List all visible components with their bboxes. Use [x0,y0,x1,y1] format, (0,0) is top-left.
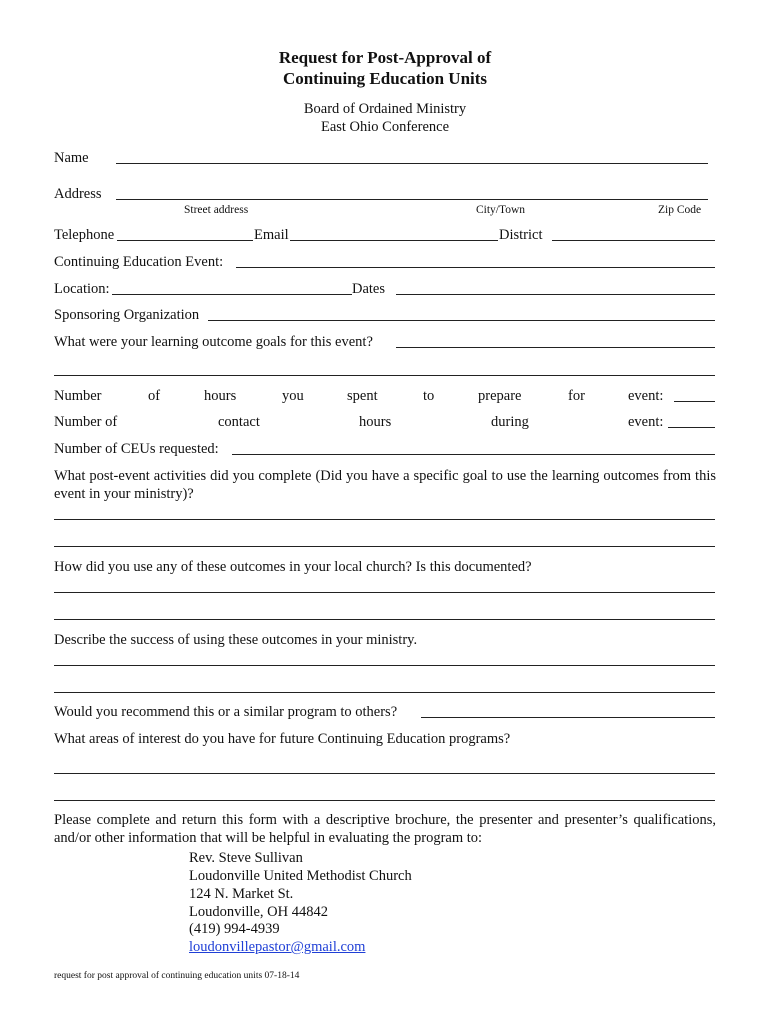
district-field[interactable] [552,240,715,241]
future-field-line1[interactable] [54,773,715,774]
org-name: Board of Ordained Ministry [303,101,467,117]
prep-word-you: you [282,388,304,404]
event-label: Continuing Education Event: [54,254,224,270]
telephone-field[interactable] [117,240,253,241]
sponsor-label: Sponsoring Organization [54,307,200,323]
ceus-field[interactable] [232,454,715,455]
prep-word-prepare: prepare [478,388,522,404]
prep-word-spent: spent [347,388,378,404]
success-field-line2[interactable] [54,692,715,693]
location-field[interactable] [112,294,352,295]
success-field-line1[interactable] [54,665,715,666]
form-title-line2: Continuing Education Units [282,69,488,88]
post-event-field-line1[interactable] [54,519,715,520]
return-instructions: Please complete and return this form with a descriptive brochure, the presenter and presenter’s qualifications, and/or other information that will be helpful in evaluating the program to: [54,812,716,846]
name-label: Name [54,150,89,166]
contact-word-during: during [491,414,529,430]
goals-field[interactable] [396,347,715,348]
local-church-question: How did you use any of these outcomes in your local church? Is this documented? [54,559,532,575]
contact-city: Loudonville, OH 44842 [189,904,328,920]
recommend-field[interactable] [421,717,715,718]
goals-label: What were your learning outcome goals for this event? [54,334,373,350]
recommend-question: Would you recommend this or a similar program to others? [54,704,398,720]
contact-street: 124 N. Market St. [189,886,294,902]
conference-name: East Ohio Conference [320,119,450,135]
email-field[interactable] [290,240,498,241]
future-field-line2[interactable] [54,800,715,801]
form-title-line1: Request for Post-Approval of [278,48,492,67]
prep-hours-field[interactable] [674,401,715,402]
local-church-field-line2[interactable] [54,619,715,620]
name-field[interactable] [116,163,708,164]
prep-word-of: of [148,388,161,404]
prep-word-for: for [568,388,585,404]
contact-email-link[interactable]: loudonvillepastor@gmail.com [189,939,366,955]
street-hint: Street address [184,204,249,216]
document-footer: request for post approval of continuing education units 07-18-14 [54,971,300,981]
contact-word-hours: hours [359,414,392,430]
prep-word-to: to [423,388,435,404]
prep-word-hours: hours [204,388,237,404]
address-label: Address [54,186,102,202]
future-question: What areas of interest do you have for future Continuing Education programs? [54,731,511,747]
contact-word-event: event: [628,414,664,430]
contact-hours-field[interactable] [668,427,715,428]
district-label: District [499,227,543,243]
ceus-label: Number of CEUs requested: [54,441,219,457]
contact-name: Rev. Steve Sullivan [189,850,303,866]
location-label: Location: [54,281,110,297]
event-field[interactable] [236,267,715,268]
post-event-question: What post-event activities did you complete (Did you have a specific goal to use the learning outcomes from this event in your ministry)? [54,468,716,502]
goals-field-continued[interactable] [54,375,715,376]
address-field[interactable] [116,199,708,200]
contact-phone: (419) 994-4939 [189,921,280,937]
city-hint: City/Town [476,204,526,216]
email-label: Email [254,227,289,243]
dates-label: Dates [352,281,386,297]
contact-church: Loudonville United Methodist Church [189,868,412,884]
local-church-field-line1[interactable] [54,592,715,593]
zip-hint: Zip Code [658,204,702,216]
contact-word-contact: contact [218,414,260,430]
prep-word-number: Number [54,388,102,404]
success-question: Describe the success of using these outcomes in your ministry. [54,632,418,648]
contact-word-number-of: Number of [54,414,118,430]
dates-field[interactable] [396,294,715,295]
post-event-field-line2[interactable] [54,546,715,547]
telephone-label: Telephone [54,227,115,243]
prep-word-event: event: [628,388,664,404]
sponsor-field[interactable] [208,320,715,321]
